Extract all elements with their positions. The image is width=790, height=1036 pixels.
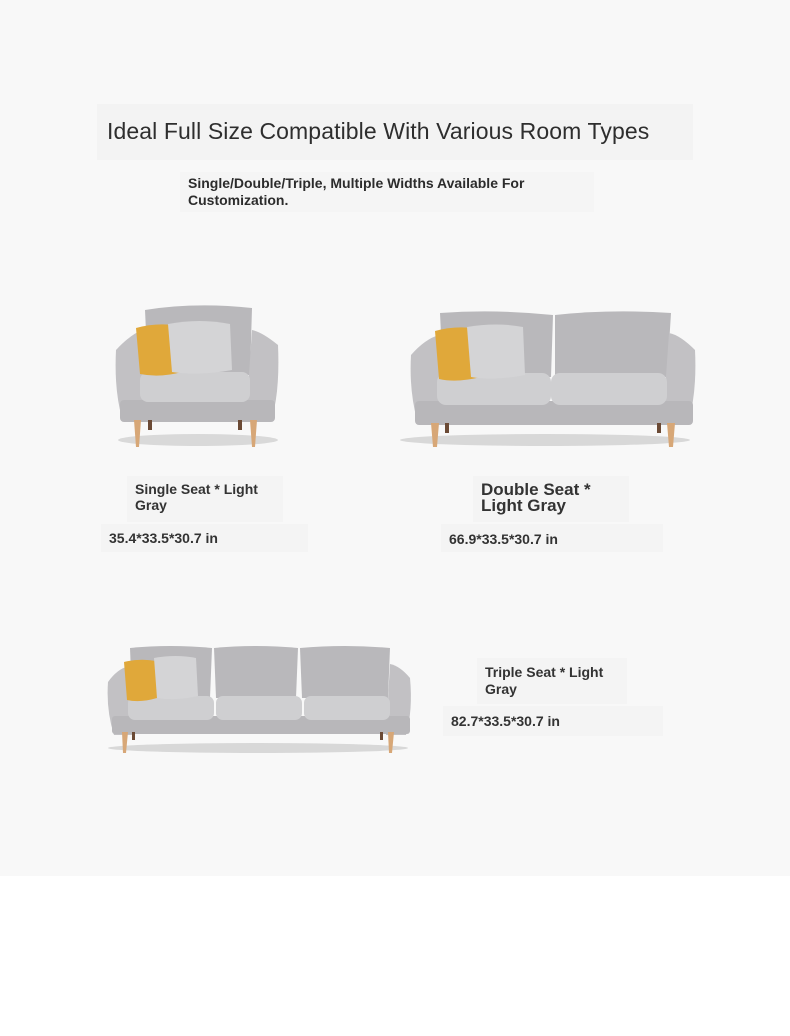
single-seat-dimensions: 35.4*33.5*30.7 in xyxy=(109,530,218,546)
double-sofa-image xyxy=(395,305,700,455)
single-seat-dimensions-box xyxy=(101,524,308,552)
triple-seat-name: Triple Seat * Light Gray xyxy=(485,664,604,697)
triple-seat-dimensions-box xyxy=(443,706,663,736)
double-seat-dimensions: 66.9*33.5*30.7 in xyxy=(449,531,558,547)
double-seat-name: Double Seat * Light Gray xyxy=(481,480,591,515)
page-subtitle: Single/Double/Triple, Multiple Widths Available For Customization. xyxy=(188,175,525,208)
triple-sofa-image xyxy=(100,640,415,758)
triple-seat-label-box xyxy=(477,658,627,704)
triple-seat-dimensions: 82.7*33.5*30.7 in xyxy=(451,713,560,729)
single-seat-label-box xyxy=(127,476,283,522)
single-sofa-image xyxy=(110,300,285,455)
double-seat-label-box xyxy=(473,476,629,522)
single-seat-name: Single Seat * Light Gray xyxy=(135,481,258,513)
page-title: Ideal Full Size Compatible With Various Room Types xyxy=(107,118,650,144)
page-title-box xyxy=(97,104,693,160)
double-seat-dimensions-box xyxy=(441,524,663,552)
subtitle-box xyxy=(180,172,594,212)
